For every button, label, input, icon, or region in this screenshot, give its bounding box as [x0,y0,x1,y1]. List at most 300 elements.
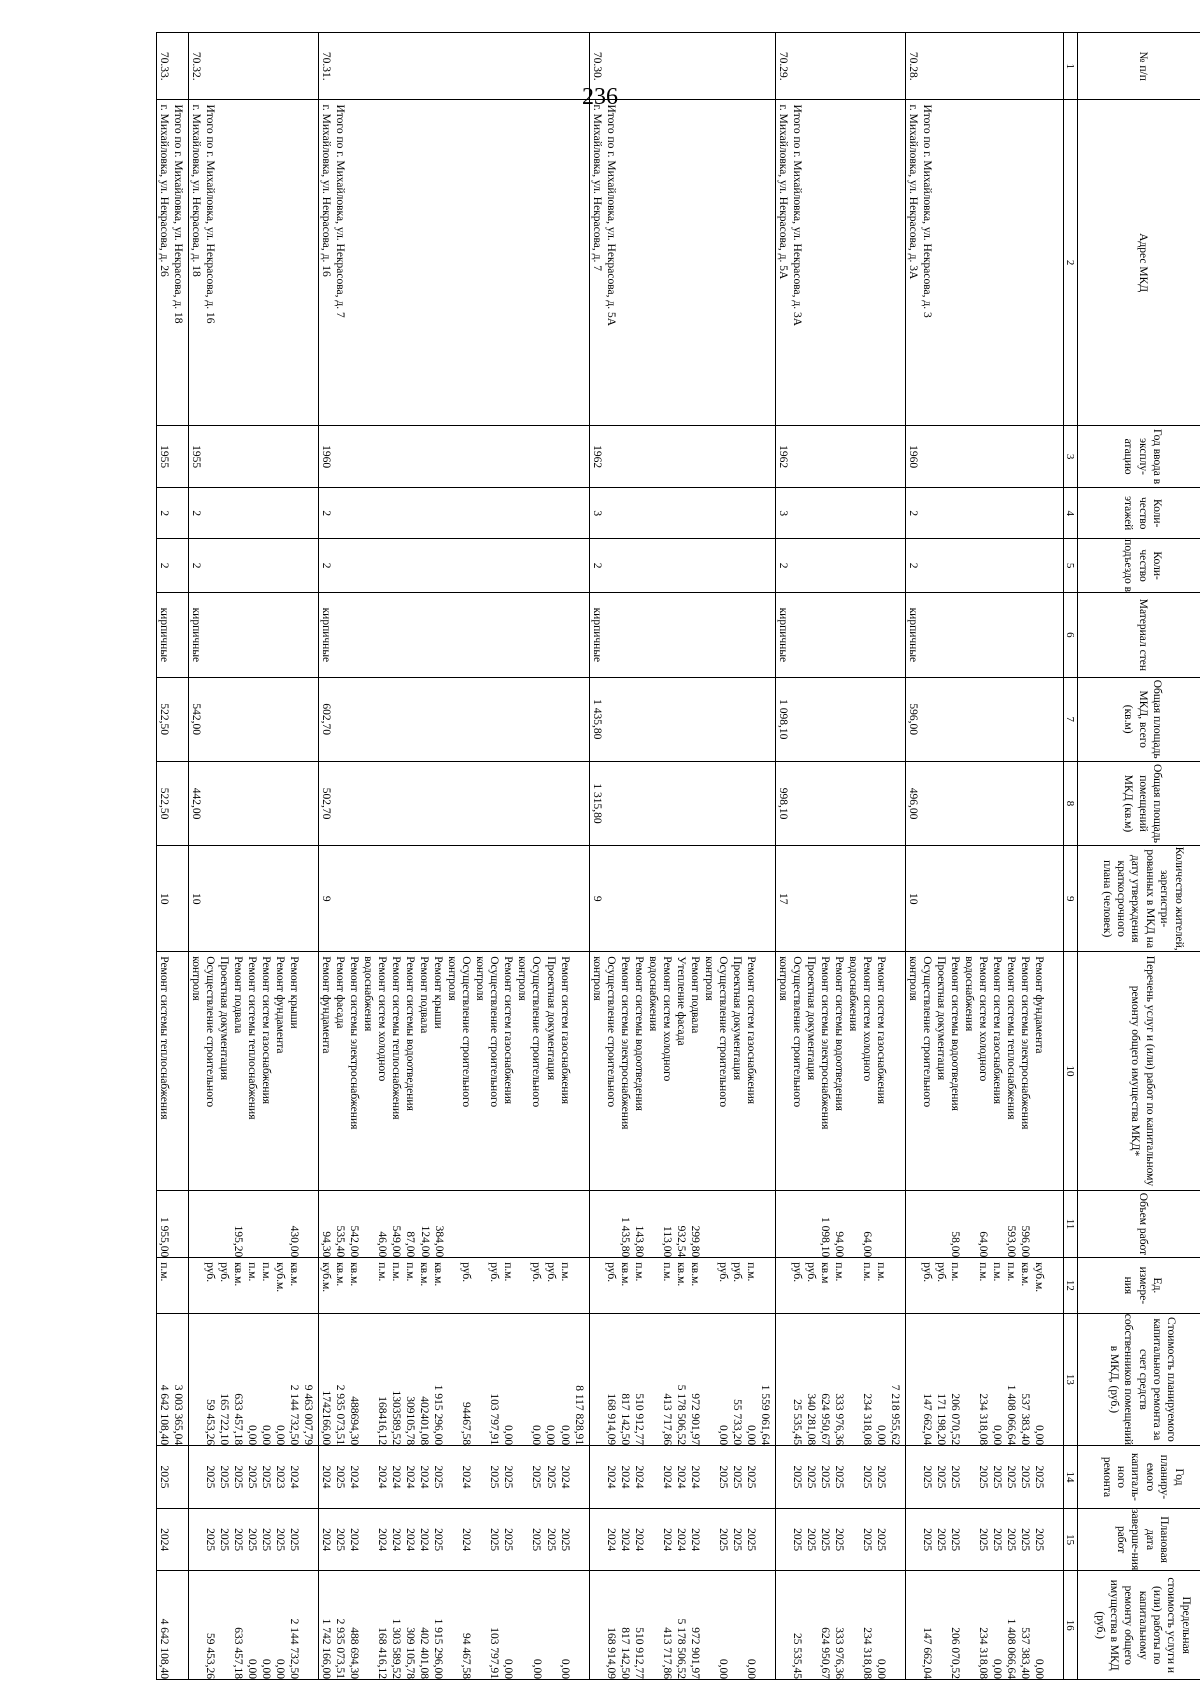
column-number: 13 [1064,1313,1078,1446]
work-item: Утепление фасада [674,956,687,1046]
completion-date: 2025 [948,1528,961,1552]
completion-date: 2024 [390,1528,403,1552]
total-label: Итого по г. Михайловка, ул. Некрасова, д. 18 [172,104,185,324]
repair-year: 2025 [1004,1465,1017,1489]
cost [515,1314,529,1446]
unit: руб. [204,1262,217,1283]
cost: 171 198,20 [934,1393,947,1446]
spacer [301,1571,315,1679]
unit [906,1262,920,1312]
area-total: 522,50 [158,703,171,735]
completion-date [445,1509,459,1571]
header-cell: Адрес МКД [1078,100,1200,425]
unit: п.м. [976,1262,989,1282]
entrances: 2 [320,562,333,569]
spacer [758,1191,772,1257]
year-built-cell [157,425,189,488]
limit-cost [804,1571,818,1679]
work-item: Ремонт фундамента [274,956,287,1054]
unit: кв.м. [288,1262,301,1287]
repair-year: 2024 [390,1465,403,1489]
year-built-cell [775,425,905,488]
completion-date: 2025 [488,1528,501,1552]
cost [646,1314,660,1446]
row-number-cell [775,33,905,100]
volume [846,1191,860,1257]
repair-year-cell [157,1446,189,1509]
area-total: 542,00 [190,703,203,735]
cost: 972 901,97 [688,1393,701,1446]
volume: 549,00 [390,1225,403,1258]
header-cell: Плановая дата заверше-ния работ [1078,1508,1200,1571]
completion-date: 2024 [348,1528,361,1552]
cost: 94467,58 [460,1402,473,1446]
unit: п.м. [376,1262,389,1282]
limit-cost [217,1571,231,1679]
limit-cost: 103 797,91 [488,1627,501,1679]
completion-date: 2024 [618,1528,631,1552]
entrances-cell [775,539,905,593]
wall-material-cell [157,593,189,677]
repair-year [846,1446,860,1508]
row-number: 70.33. [158,51,171,81]
spacer [888,1509,902,1571]
unit [361,1262,375,1312]
limit-cost: 0,00 [502,1658,515,1679]
volume [730,1191,744,1257]
limit-cost: 0,00 [990,1658,1003,1679]
year-built: 1960 [320,445,333,469]
cost: 25 535,45 [790,1399,803,1446]
cost: 206 070,52 [948,1393,961,1446]
residents: 17 [776,892,789,905]
cost: 333 976,36 [832,1393,845,1446]
unit [515,1262,529,1312]
completion-date: 2025 [832,1528,845,1552]
unit: куб.м. [1033,1262,1045,1293]
limit-cost: 0,00 [1033,1658,1045,1679]
volume: 195,20 [232,1225,245,1258]
area-total: 1 435,80 [590,699,603,740]
page-number: 236 [582,84,618,110]
limit-cost: 309 105,78 [404,1627,417,1679]
column-number: 15 [1064,1508,1078,1571]
work-item: водоснабжения [962,956,975,1032]
work-item: Осуществление строительного [488,956,501,1108]
floors: 2 [158,510,171,517]
unit: п.м. [502,1262,515,1282]
volume: 64,00 [860,1231,873,1258]
limit-cost [445,1571,459,1679]
limit-cost [646,1571,660,1679]
repair-year [776,1446,790,1508]
completion-date: 2025 [502,1528,515,1552]
header-cell: Количество жителей, зарегистри-рованных в МКД на дату утверждения краткосрочного плана (человек) [1078,846,1200,952]
area-total-cell [157,677,189,761]
volume: 299,80 [688,1225,701,1258]
volume: 94,30 [320,1231,333,1258]
row-number-cell [589,33,775,100]
entrances: 2 [776,562,789,569]
repair-year: 2024 [674,1465,687,1489]
repair-year: 2024 [288,1465,301,1489]
cost: 510 912,77 [632,1393,645,1446]
limit-cost: 206 070,52 [948,1627,961,1679]
wall-material: кирпичные [320,607,333,663]
repair-year: 2025 [334,1465,347,1489]
completion-date [189,1509,203,1571]
limit-cost: 2 935 073,51 [334,1618,347,1679]
work-item: Проектная документация [804,956,817,1081]
volume [259,1191,273,1257]
repair-year [515,1446,529,1508]
area-rooms: 496,00 [906,787,919,820]
cost: 0,00 [990,1425,1003,1446]
repair-year: 2024 [618,1465,631,1489]
work-item: контроля [516,956,529,1001]
total-label: Итого по г. Михайловка, ул. Некрасова, д. 5А [604,104,617,327]
address: г. Михайловка, ул. Некрасова, д. 16 [320,104,333,277]
spacer [171,1262,185,1312]
work-item: контроля [474,956,487,1001]
cost: 168416,12 [376,1396,389,1446]
completion-date [590,1509,604,1571]
residents-cell [157,846,189,952]
cost: 0,00 [544,1425,557,1446]
area-rooms: 998,10 [776,787,789,820]
spacer [1046,1262,1060,1312]
cost: 0,00 [246,1425,259,1446]
cost: 2 935 073,51 [334,1384,347,1446]
repair-year: 2024 [418,1465,431,1489]
cost-cell [157,1313,189,1446]
work-item: контроля [776,956,789,1001]
cost-cell [319,1313,589,1446]
completion-date: 2025 [874,1528,887,1552]
volume [544,1191,558,1257]
spacer [572,956,586,1190]
area-rooms: 522,50 [158,787,171,820]
repair-year: 2023 [274,1465,287,1489]
completion-date [702,1509,716,1571]
unit: руб. [530,1262,543,1283]
year-built: 1962 [776,445,789,469]
spacer [1046,1509,1060,1571]
residents-cell [775,846,905,952]
year-built-cell [905,425,1063,488]
unit: куб.м. [274,1262,287,1293]
work-item: Ремонт системы водоотведения [948,956,961,1111]
volume [446,1191,460,1257]
volume [1032,1191,1046,1257]
area-total-cell [189,677,319,761]
completion-date: 2025 [990,1528,1003,1552]
cost [846,1314,860,1446]
work-item: Осуществление строительного [204,956,217,1108]
header-cell: № п/п [1078,33,1200,100]
cost: 0,00 [260,1425,273,1446]
work-item: контроля [446,956,459,1001]
entrances: 2 [906,562,919,569]
spacer [572,1446,586,1508]
cost: 0,00 [716,1425,729,1446]
completion-date: 2024 [320,1528,333,1552]
unit: руб. [604,1262,617,1283]
cost: 147 662,04 [920,1393,933,1446]
work-item: контроля [190,956,203,1001]
unit-cell [775,1258,905,1313]
header-cell: Стоимость планируемого капитального ремонта за счет средств собственников помещений в МКД, (руб.) [1078,1313,1200,1446]
spacer [758,1571,772,1679]
work-item: водоснабжения [362,956,375,1032]
limit-cost: 1 742 166,00 [320,1618,333,1679]
spacer [171,1191,185,1257]
area-total-cell [319,677,589,761]
cost [361,1314,375,1446]
repair-year: 2025 [1033,1465,1045,1489]
address: г. Михайловка, ул. Некрасова, д. 3А [906,104,919,280]
repair-year: 2024 [660,1465,673,1489]
cost-cell [189,1313,319,1446]
volume [502,1191,516,1257]
work-item: Ремонт системы теплоснабжения [1004,956,1017,1120]
spacer [171,956,185,1190]
header-cell: Общая площадь МКД, всего (кв.м) [1078,677,1200,761]
limit-cost: 624 950,67 [818,1627,831,1679]
work-item: Ремонт систем газоснабжения [260,956,273,1105]
volume [744,1191,758,1257]
volume [203,1191,217,1257]
address: г. Михайловка, ул. Некрасова, д. 7 [590,104,603,271]
total-label: Итого по г. Михайловка, ул. Некрасова, д. 3А [790,104,803,327]
work-item: Ремонт подвала [232,956,245,1034]
limit-cost: 0,00 [716,1658,729,1679]
limit-cost: 0,00 [558,1658,571,1679]
residents: 9 [590,895,603,902]
column-number: 11 [1064,1190,1078,1257]
header-cell: Коли-чество подъездо в [1078,539,1200,593]
volume [488,1191,502,1257]
unit: п.м. [744,1262,757,1282]
work-item-cell [189,952,319,1191]
completion-date: 2024 [660,1528,673,1552]
repair-year: 2024 [376,1465,389,1489]
repair-year: 2024 [632,1465,645,1489]
repair-year: 2025 [204,1465,217,1489]
repair-year [906,1446,920,1508]
column-number: 6 [1064,593,1078,677]
completion-date: 2025 [730,1528,743,1552]
completion-date: 2025 [544,1528,557,1552]
column-number: 16 [1064,1571,1078,1680]
completion-date: 2025 [1004,1528,1017,1552]
volume [874,1191,888,1257]
wall-material: кирпичные [776,607,789,663]
limit-cost-cell [189,1571,319,1680]
unit: кв.м. [348,1262,361,1287]
floors-cell [157,488,189,539]
unit: руб. [460,1262,473,1283]
residents: 10 [190,892,203,905]
limit-cost [361,1571,375,1679]
work-item: Проектная документация [934,956,947,1081]
wall-material-cell [189,593,319,677]
cost: 0,00 [744,1425,757,1446]
cost: 537 383,40 [1018,1393,1031,1446]
repair-year: 2024 [404,1465,417,1489]
work-item: Ремонт систем газоснабжения [744,956,757,1105]
year-built-cell [189,425,319,488]
unit: кв.м. [674,1262,687,1287]
completion-date: 2025 [934,1528,947,1552]
unit: руб. [218,1262,231,1283]
limit-cost: 510 912,77 [632,1627,645,1679]
volume [804,1191,818,1257]
spacer [1046,1191,1060,1257]
limit-cost: 333 976,36 [832,1627,845,1679]
wall-material: кирпичные [906,607,919,663]
limit-cost-cell [775,1571,905,1680]
work-item: Ремонт систем газоснабжения [558,956,571,1105]
volume [934,1191,948,1257]
unit: кв.м [818,1262,831,1284]
volume: 430,00 [288,1225,301,1258]
volume [990,1191,1004,1257]
work-item: контроля [590,956,603,1001]
unit: руб. [730,1262,743,1283]
residents-cell [589,846,775,952]
completion-date-cell [775,1508,905,1571]
completion-date [906,1509,920,1571]
header-cell: Перечень услуг и (или) работ по капитальному ремонту общего имущества МКД* [1078,952,1200,1191]
limit-cost [702,1571,716,1679]
volume-cell [905,1190,1063,1257]
completion-date [473,1509,487,1571]
completion-date-cell [189,1508,319,1571]
repair-year: 2025 [920,1465,933,1489]
limit-cost-cell [157,1571,189,1680]
work-item: Проектная документация [218,956,231,1081]
completion-date: 2025 [790,1528,803,1552]
wall-material-cell [775,593,905,677]
year-built: 1955 [190,445,203,469]
work-item: Ремонт систем холодного [376,956,389,1082]
limit-cost: 0,00 [260,1658,273,1679]
repair-year: 2025 [948,1465,961,1489]
work-item: Ремонт систем газоснабжения [874,956,887,1105]
floors-cell [189,488,319,539]
volume: 64,00 [976,1231,989,1258]
row-number-cell [905,33,1063,100]
unit: кв.м. [432,1262,445,1287]
completion-date: 2024 [604,1528,617,1552]
unit: п.м. [558,1262,571,1282]
completion-date: 2025 [232,1528,245,1552]
area-rooms: 442,00 [190,787,203,820]
limit-cost: 0,00 [744,1658,757,1679]
repair-year [962,1446,976,1508]
limit-cost-cell [905,1571,1063,1680]
area-total-cell [905,677,1063,761]
spacer [572,1509,586,1571]
limit-cost: 234 318,08 [976,1627,989,1679]
header-cell: Год ввода в эксплу-атацию [1078,425,1200,488]
limit-cost: 633 457,18 [232,1627,245,1679]
residents-cell [319,846,589,952]
spacer [888,1571,902,1679]
limit-cost [590,1571,604,1679]
unit: куб.м. [320,1262,333,1293]
wall-material-cell [319,593,589,677]
repair-year: 2025 [432,1465,445,1489]
cost: 0,00 [1033,1425,1045,1446]
repair-year: 2024 [460,1465,473,1489]
address-cell [189,100,319,425]
completion-date: 2025 [860,1528,873,1552]
address-cell [589,100,775,425]
wall-material: кирпичные [158,607,171,663]
unit: руб. [716,1262,729,1283]
table-row [157,33,189,1680]
spacer [171,1446,185,1508]
volume-cell [189,1190,319,1257]
work-item-cell [775,952,905,1191]
repair-year: 2025 [860,1465,873,1489]
repair-year-cell [905,1446,1063,1509]
cost [445,1314,459,1446]
area-total-cell [589,677,775,761]
volume [516,1191,530,1257]
cost: 0,00 [274,1425,287,1446]
entrances-cell [905,539,1063,593]
work-item: Ремонт систем холодного [660,956,673,1082]
header-cell: Объем работ [1078,1190,1200,1257]
volume-cell [319,1190,589,1257]
repair-year: 2025 [544,1465,557,1489]
unit [646,1262,660,1312]
limit-cost: 402 401,08 [418,1627,431,1679]
work-item: Осуществление строительного [920,956,933,1108]
unit: п.м. [404,1262,417,1282]
volume [460,1191,474,1257]
unit [776,1262,790,1312]
completion-date: 2025 [218,1528,231,1552]
repair-year [361,1446,375,1508]
completion-date: 2025 [558,1528,571,1552]
completion-date: 2025 [920,1528,933,1552]
completion-date: 2025 [288,1528,301,1552]
repair-year-cell [775,1446,905,1509]
volume [962,1191,976,1257]
cost: 1742166,00 [320,1390,333,1446]
residents-cell [189,846,319,952]
spacer [572,1191,586,1257]
work-item: Ремонт системы водоотведения [404,956,417,1111]
completion-date: 2025 [744,1528,757,1552]
spacer [758,1509,772,1571]
repair-year [189,1446,203,1508]
completion-date: 2024 [460,1528,473,1552]
work-item: Осуществление строительного [604,956,617,1108]
column-number: 14 [1064,1446,1078,1509]
limit-cost [934,1571,948,1679]
volume [646,1191,660,1257]
limit-cost: 147 662,04 [920,1627,933,1679]
unit: п.м. [948,1262,961,1282]
completion-date: 2025 [1033,1528,1045,1552]
floors-cell [775,488,905,539]
volume: 58,00 [948,1231,961,1258]
